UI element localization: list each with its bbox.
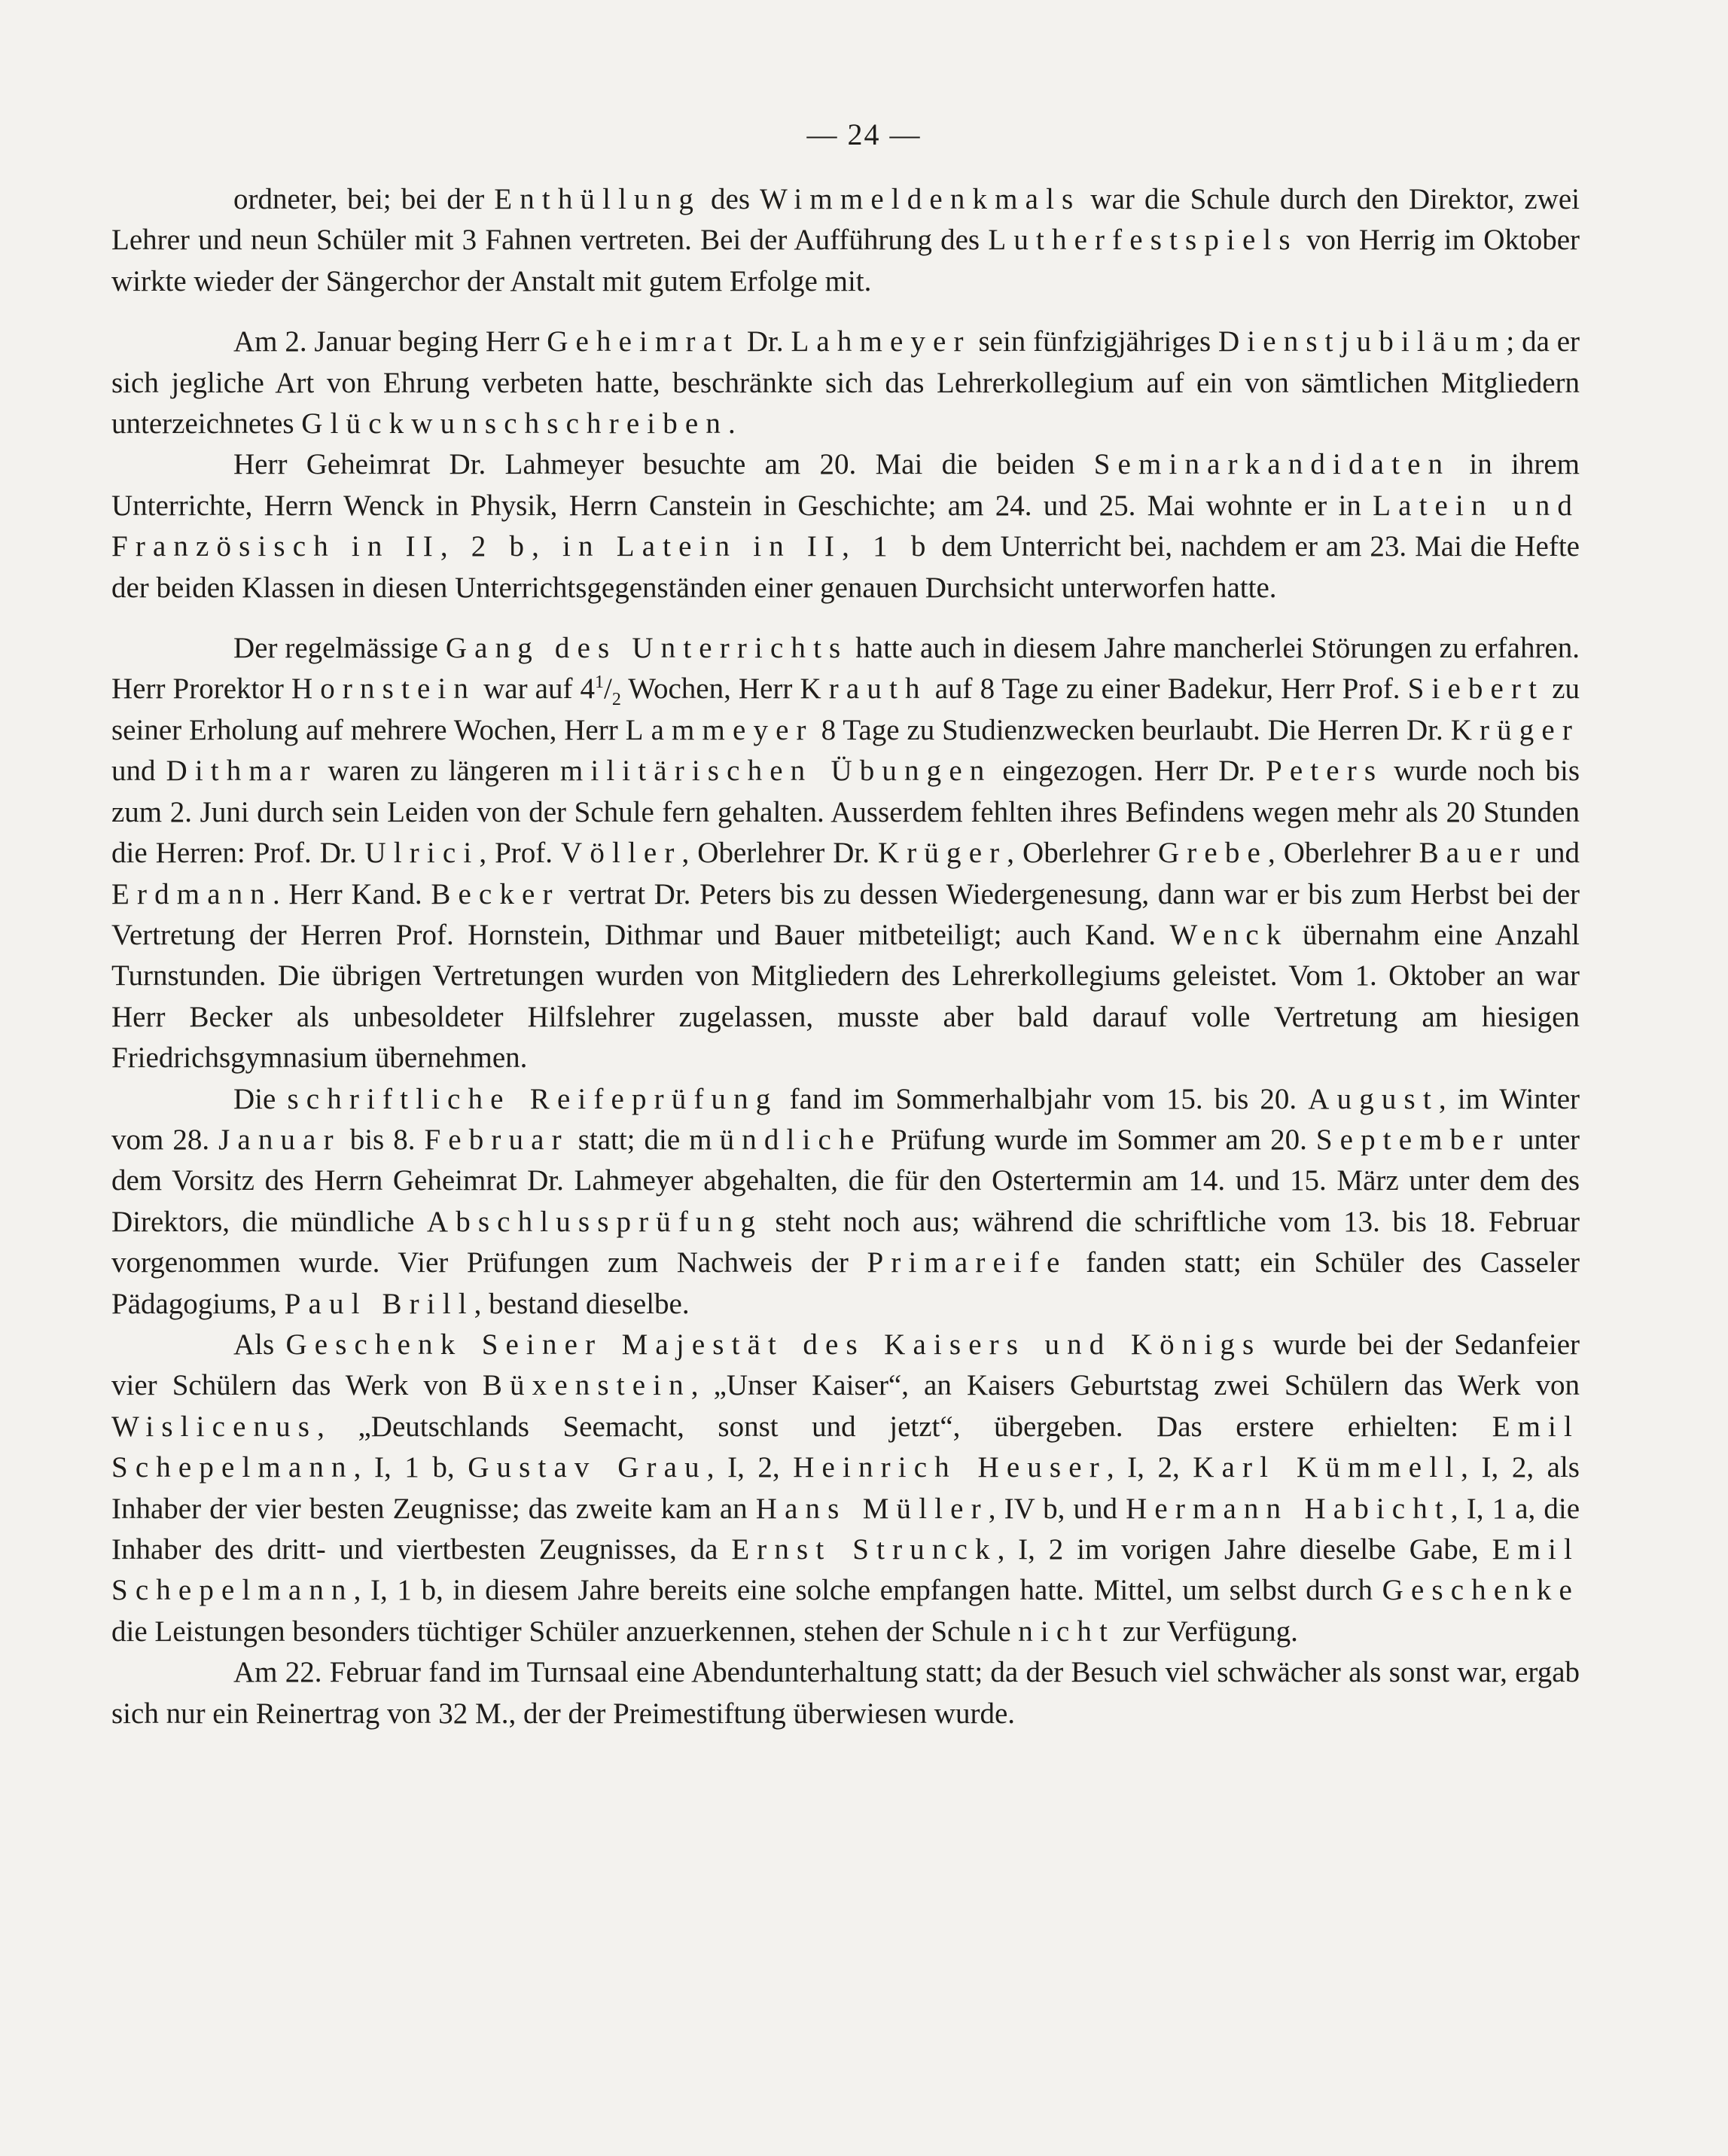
emphasized-text: Seminarkandidaten: [1093, 448, 1451, 481]
emphasized-text: Dienstjubiläum: [1218, 325, 1507, 358]
emphasized-text: Karl Kümmell: [1193, 1451, 1461, 1484]
emphasized-text: September: [1315, 1123, 1510, 1156]
emphasized-text: mündliche: [689, 1123, 882, 1156]
emphasized-text: Glückwunschschreiben: [301, 407, 728, 441]
emphasized-text: Völler: [561, 837, 682, 870]
emphasized-text: schriftliche Reifeprüfung: [287, 1082, 779, 1115]
emphasized-text: Emil Schepelmann: [111, 1410, 1580, 1484]
emphasized-text: militärischen Übungen: [559, 755, 992, 788]
emphasized-text: Emil Schepelmann: [111, 1533, 1580, 1607]
paragraph: Der regelmässige Gang des Unterrichts hatte auch in diesem Jahre mancherlei Störungen zu erfahren. Herr Prorektor Hornstein war auf $4^1/_2$ Wochen, Herr Krauth auf 8 Tage zu einer Badekur, Herr Prof. Siebert zu seiner Erholung auf mehrere Wochen, Herr Lammeyer 8 Tage zu Studienzwecken beurlaubt. Die Herren Dr. Krüger und Dithmar waren zu längeren militärischen Übungen eingezogen. Herr Dr. Peters wurde noch bis zum 2. Juni durch sein Leiden von der Schule fern gehalten. Ausserdem fehlten ihres Befindens wegen mehr als 20 Stunden die Herren: Prof. Dr. Ulrici, Prof. Völler, Oberlehrer Dr. Krüger, Oberlehrer Grebe, Oberlehrer Bauer und Erdmann. Herr Kand. Becker vertrat Dr. Peters bis zu dessen Wiedergenesung, dann war er bis zum Herbst bei der Vertretung der Herren Prof. Hornstein, Dithmar und Bauer mitbeteiligt; auch Kand. Wenck übernahm eine Anzahl Turnstunden. Die übrigen Vertretungen wurden von Mitgliedern des Lehrerkollegiums geleistet. Vom 1. Oktober an war Herr Becker als unbesoldeter Hilfslehrer zugelassen, musste aber bald darauf volle Vertretung am hiesigen Friedrichsgymnasium übernehmen.: [111, 632, 1580, 1075]
emphasized-text: Hermann Habicht: [1126, 1492, 1451, 1525]
emphasized-text: Krüger: [877, 837, 1007, 870]
emphasized-text: Grebe: [1157, 837, 1268, 870]
body-text: [111, 179, 1580, 1734]
paragraph: Herr Geheimrat Dr. Lahmeyer besuchte am 20. Mai die beiden Seminarkandidaten in ihrem Unterrichte, Herrn Wenck in Physik, Herrn Canstein in Geschichte; am 24. und 25. Mai wohnte er in Latein und Französisch in II, 2 b, in Latein in II, 1 b dem Unterricht bei, nachdem er am 23. Mai die Hefte der beiden Klassen in diesen Unterrichtsgegenständen einer genauen Durchsicht unterworfen hatte.: [111, 448, 1580, 604]
emphasized-text: Wenck: [1169, 918, 1289, 951]
emphasized-text: Lutherfestspiels: [988, 224, 1298, 257]
emphasized-text: Wislicenus: [111, 1410, 318, 1443]
emphasized-text: Februar: [424, 1123, 569, 1156]
emphasized-text: Hans Müller: [755, 1492, 989, 1525]
emphasized-text: Latein und Französisch in II, 2 b, in Latein in II, 1 b: [111, 489, 1580, 563]
emphasized-text: Januar: [218, 1123, 341, 1156]
paragraph: ordneter, bei; bei der Enthüllung des Wimmeldenkmals war die Schule durch den Direktor, zwei Lehrer und neun Schüler mit 3 Fahnen vertreten. Bei der Aufführung des Lutherfestspiels von Herrig im Oktober wirkte wieder der Sängerchor der Anstalt mit gutem Erfolge mit.: [111, 183, 1580, 297]
emphasized-text: Primareife: [867, 1246, 1068, 1279]
emphasized-text: Siebert: [1407, 672, 1545, 706]
paragraph: Am 2. Januar beging Herr Geheimrat Dr. Lahmeyer sein fünfzigjähriges Dienstjubiläum; da er sich jegliche Art von Ehrung verbeten hatte, beschränkte sich das Lehrerkollegium auf ein von sämtlichen Mitgliedern unterzeichnetes Glückwunschschreiben.: [111, 325, 1580, 441]
emphasized-text: Lahmeyer: [791, 325, 971, 358]
emphasized-text: Krüger: [1450, 713, 1580, 746]
emphasized-text: Peters: [1266, 755, 1384, 788]
emphasized-text: Geschenke: [1382, 1574, 1580, 1607]
emphasized-text: Becker: [431, 877, 560, 910]
page-number: — 24 —: [806, 117, 922, 151]
emphasized-text: Hornstein: [291, 672, 477, 706]
emphasized-text: Dithmar: [166, 755, 318, 788]
emphasized-text: Gustav Grau: [468, 1451, 707, 1484]
emphasized-text: Wimmeldenkmals: [760, 183, 1081, 215]
emphasized-text: nicht: [1018, 1615, 1115, 1648]
emphasized-text: Krauth: [800, 672, 928, 706]
fraction: $^1/_2$: [595, 672, 621, 710]
emphasized-text: Ulrici: [364, 837, 480, 870]
emphasized-text: Lammeyer: [625, 713, 814, 746]
emphasized-text: Geheimrat: [547, 325, 740, 358]
paragraph: Die schriftliche Reifeprüfung fand im Sommerhalbjahr vom 15. bis 20. August, im Winter vom 28. Januar bis 8. Februar statt; die mündliche Prüfung wurde im Sommer am 20. September unter dem Vorsitz des Herrn Geheimrat Dr. Lahmeyer abgehalten, die für den Ostertermin am 14. und 15. März unter dem des Direktors, die mündliche Abschlussprüfung steht noch aus; während die schriftliche vom 13. bis 18. Februar vorgenommen wurde. Vier Prüfungen zum Nachweis der Primareife fanden statt; ein Schüler des Casseler Pädagogiums, Paul Brill, bestand dieselbe.: [111, 1082, 1580, 1320]
emphasized-text: Erdmann: [111, 877, 273, 910]
emphasized-text: August: [1308, 1082, 1439, 1115]
emphasized-text: Paul Brill: [284, 1287, 474, 1320]
emphasized-text: Bauer: [1419, 837, 1528, 870]
emphasized-text: Abschlussprüfung: [426, 1205, 763, 1238]
emphasized-text: Ernst Strunck: [731, 1533, 998, 1566]
emphasized-text: Heinrich Heuser: [793, 1451, 1107, 1484]
emphasized-text: Gang des Unterrichts: [445, 632, 849, 665]
paragraph: Am 22. Februar fand im Turnsaal eine Abendunterhaltung statt; da der Besuch viel schwächer als sonst war, ergab sich nur ein Reinertrag von 32 M., der der Preimestiftung überwiesen wurde.: [111, 1656, 1580, 1730]
emphasized-text: Geschenk Seiner Majestät des Kaisers und Königs: [285, 1328, 1262, 1361]
emphasized-text: Büxenstein: [482, 1369, 691, 1402]
emphasized-text: Enthüllung: [494, 183, 701, 215]
paragraph: Als Geschenk Seiner Majestät des Kaisers und Königs wurde bei der Sedanfeier vier Schülern das Werk von Büxenstein, „Unser Kaiser“, an Kaisers Geburtstag zwei Schülern das Werk von Wislicenus, „Deutschlands Seemacht, sonst und jetzt“, übergeben. Das erstere erhielten: Emil Schepelmann, I, 1 b, Gustav Grau, I, 2, Heinrich Heuser, I, 2, Karl Kümmell, I, 2, als Inhaber der vier besten Zeugnisse; das zweite kam an Hans Müller, IV b, und Hermann Habicht, I, 1 a, die Inhaber des dritt- und viertbesten Zeugnisses, da Ernst Strunck, I, 2 im vorigen Jahre dieselbe Gabe, Emil Schepelmann, I, 1 b, in diesem Jahre bereits eine solche empfangen hatte. Mittel, um selbst durch Geschenke die Leistungen besonders tüchtiger Schüler anzuerkennen, stehen der Schule nicht zur Verfügung.: [111, 1328, 1580, 1648]
